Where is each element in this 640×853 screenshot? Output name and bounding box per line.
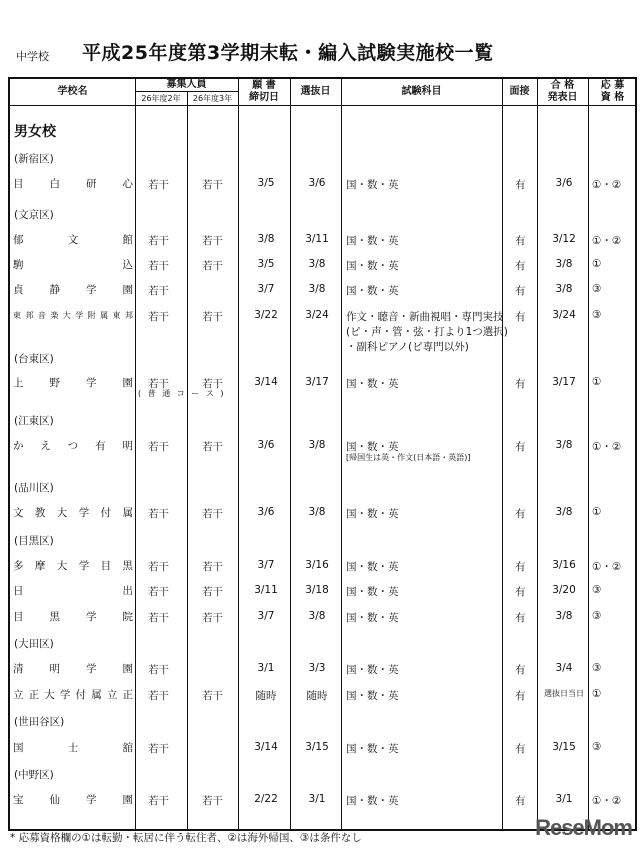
exam-subjects: 国・数・英	[346, 508, 399, 520]
category-coed: 男女校	[14, 124, 56, 140]
result-date: 3/8	[555, 506, 573, 518]
header-deadline-1: 願 書	[252, 80, 276, 91]
recruit-year2: 若干	[148, 690, 169, 702]
application-deadline: 3/1	[257, 662, 275, 674]
exam-subjects: 国・数・英	[346, 586, 399, 598]
table-row	[10, 741, 639, 757]
recruit-year3: 若干	[202, 235, 223, 247]
schools-table	[8, 77, 637, 831]
header-result-1: 合 格	[550, 80, 575, 91]
table-row	[10, 584, 639, 600]
ward-heading: (世田谷区)	[14, 716, 65, 728]
qualification: ①	[592, 258, 602, 270]
recruit-year3: 若干	[202, 260, 223, 272]
qualification: ③	[592, 283, 602, 295]
qualification: ③	[592, 309, 602, 321]
ward-heading: (文京区)	[14, 209, 54, 221]
application-deadline: 3/14	[254, 376, 278, 388]
application-deadline: 3/8	[257, 233, 275, 245]
school-name: 国士舘	[13, 742, 133, 754]
recruit-year3: 若干	[202, 311, 223, 323]
recruit-year3: 若干	[202, 441, 223, 453]
qualification: ①・②	[592, 179, 622, 191]
header-deadline-2: 締切日	[249, 92, 279, 103]
selection-date: 3/8	[308, 283, 326, 295]
footnote: * 応募資格欄の①は転勤・転居に伴う転住者、②は海外帰国、③は条件なし	[10, 832, 362, 844]
result-date: 3/8	[555, 283, 573, 295]
school-name: 立正大学付属立正	[13, 689, 133, 701]
qualification: ①・②	[592, 441, 622, 453]
result-date: 3/1	[555, 793, 573, 805]
exam-subjects-line2: (ピ・声・管・弦・打より1つ選択)	[346, 326, 508, 338]
interview: 有	[515, 179, 526, 191]
result-date: 3/12	[552, 233, 576, 245]
header-recruit: 募集人員	[166, 79, 207, 90]
selection-date: 3/3	[308, 662, 326, 674]
table-row	[10, 439, 639, 462]
recruit-year2: 若干	[148, 612, 169, 624]
selection-date: 3/8	[308, 610, 326, 622]
recruit-year3: 若干	[202, 508, 223, 520]
interview: 有	[515, 235, 526, 247]
recruit-year2: 若干	[148, 179, 169, 191]
recruit-year2: 若干	[148, 743, 169, 755]
ward-heading: (品川区)	[14, 482, 54, 494]
result-date: 3/8	[555, 258, 573, 270]
exam-subjects: 作文・聴音・新曲視唱・専門実技	[346, 311, 504, 323]
school-name: 貞静学園	[13, 284, 133, 296]
table-row	[10, 177, 639, 193]
application-deadline: 3/6	[257, 439, 275, 451]
recruit-year2: 若干	[148, 311, 169, 323]
table-row	[10, 283, 639, 299]
interview: 有	[515, 586, 526, 598]
interview: 有	[515, 795, 526, 807]
recruit-year2: 若干	[148, 561, 169, 573]
recruit-year2: 若干	[148, 235, 169, 247]
qualification: ①	[592, 506, 602, 518]
selection-date: 3/24	[305, 309, 329, 321]
application-deadline: 3/14	[254, 741, 278, 753]
header-qual-1: 応 募	[600, 80, 625, 91]
school-name: 目黒学院	[13, 611, 133, 623]
result-date: 3/16	[552, 559, 576, 571]
exam-subjects: 国・数・英	[346, 743, 399, 755]
exam-subjects: 国・数・英	[346, 690, 399, 702]
school-name: 駒込	[13, 259, 133, 271]
application-deadline: 3/7	[257, 610, 275, 622]
qualification: ③	[592, 610, 602, 622]
interview: 有	[515, 285, 526, 297]
exam-subjects: 国・数・英	[346, 561, 399, 573]
header-selection: 選抜日	[300, 86, 331, 97]
recruit-year3: 若干	[202, 612, 223, 624]
table-row	[10, 506, 639, 522]
application-deadline: 3/7	[257, 283, 275, 295]
qualification: ①・②	[592, 561, 622, 573]
result-date: 選抜日当日	[544, 689, 584, 698]
exam-subjects: 国・数・英	[346, 378, 399, 390]
qualification: ①	[592, 376, 602, 388]
result-date: 3/15	[552, 741, 576, 753]
recruit-year3: 若干	[202, 586, 223, 598]
selection-date: 3/1	[308, 793, 326, 805]
selection-date: 3/11	[305, 233, 329, 245]
school-name: 目白研心	[13, 178, 133, 190]
recruit-year2: 若干	[148, 378, 169, 390]
result-date: 3/4	[555, 662, 573, 674]
header-school: 学校名	[57, 86, 88, 97]
table-row	[10, 662, 639, 678]
recruit-year2: 若干	[148, 285, 169, 297]
ward-heading: (目黒区)	[14, 535, 54, 547]
ward-heading: (大田区)	[14, 638, 54, 650]
table-row	[10, 309, 639, 353]
course-note: ( 普 通 コ ー ス )	[138, 389, 226, 398]
result-date: 3/17	[552, 376, 576, 388]
application-deadline: 3/11	[254, 584, 278, 596]
exam-subjects: 国・数・英	[346, 179, 399, 191]
page-title: 平成25年度第3学期末転・編入試験実施校一覧	[82, 42, 494, 64]
selection-date: 3/8	[308, 506, 326, 518]
selection-date: 3/15	[305, 741, 329, 753]
table-row	[10, 793, 639, 809]
table-row	[10, 559, 639, 575]
selection-date: 3/8	[308, 258, 326, 270]
ward-heading: (江東区)	[14, 415, 54, 427]
ward-heading: (新宿区)	[14, 153, 54, 165]
qualification: ③	[592, 584, 602, 596]
recruit-year2: 若干	[148, 664, 169, 676]
interview: 有	[515, 664, 526, 676]
selection-date: 3/8	[308, 439, 326, 451]
application-deadline: 3/6	[257, 506, 275, 518]
result-date: 3/24	[552, 309, 576, 321]
school-name: 文教大学付属	[13, 507, 133, 519]
selection-date: 随時	[306, 690, 328, 702]
school-name: 清明学園	[13, 663, 133, 675]
interview: 有	[515, 378, 526, 390]
recruit-year2: 若干	[148, 586, 169, 598]
header-interview: 面接	[509, 86, 530, 97]
ward-heading: (中野区)	[14, 769, 54, 781]
table-row	[10, 688, 639, 704]
school-name: 東邦音楽大学附属東邦	[13, 311, 133, 320]
application-deadline: 3/22	[254, 309, 278, 321]
header-subjects: 試験科目	[401, 86, 442, 97]
header-year3: 26年度3年	[192, 94, 233, 103]
school-name: 上野学園	[13, 377, 133, 389]
interview: 有	[515, 561, 526, 573]
qualification: ①・②	[592, 795, 622, 807]
exam-subjects-line3: ・副科ピアノ(ピ専門以外)	[346, 341, 469, 353]
recruit-year2: 若干	[148, 795, 169, 807]
qualification: ③	[592, 741, 602, 753]
exam-subjects: 国・数・英	[346, 260, 399, 272]
exam-subjects: 国・数・英	[346, 285, 399, 297]
interview: 有	[515, 612, 526, 624]
exam-subjects: 国・数・英	[346, 235, 399, 247]
recruit-year2: 若干	[148, 508, 169, 520]
resemom-logo: ReseMom	[535, 815, 632, 840]
interview: 有	[515, 441, 526, 453]
application-deadline: 随時	[255, 690, 277, 702]
result-date: 3/8	[555, 610, 573, 622]
exam-subjects: 国・数・英	[346, 795, 399, 807]
result-date: 3/6	[555, 177, 573, 189]
application-deadline: 3/5	[257, 177, 275, 189]
recruit-year2: 若干	[148, 441, 169, 453]
selection-date: 3/18	[305, 584, 329, 596]
interview: 有	[515, 260, 526, 272]
application-deadline: 3/7	[257, 559, 275, 571]
school-level-label: 中学校	[16, 50, 49, 63]
school-name: 郁文館	[13, 234, 133, 246]
recruit-year3: 若干	[202, 690, 223, 702]
school-name: 日出	[13, 585, 133, 597]
exam-subjects-line2: [帰国生は英・作文(日本語・英語)]	[346, 453, 471, 462]
exam-subjects: 国・数・英	[346, 612, 399, 624]
selection-date: 3/16	[305, 559, 329, 571]
table-row	[10, 610, 639, 626]
header-year2: 26年度2年	[141, 94, 181, 103]
header-result-2: 発表日	[547, 92, 578, 103]
recruit-year2: 若干	[148, 260, 169, 272]
table-row	[10, 233, 639, 249]
recruit-year3: 若干	[202, 795, 223, 807]
result-date: 3/8	[555, 439, 573, 451]
ward-heading: (台東区)	[14, 353, 54, 365]
qualification: ③	[592, 662, 602, 674]
school-name: 多摩大学目黒	[13, 560, 133, 572]
result-date: 3/20	[552, 584, 576, 596]
selection-date: 3/6	[308, 177, 326, 189]
table-row	[10, 376, 639, 398]
interview: 有	[515, 508, 526, 520]
recruit-year3: 若干	[202, 179, 223, 191]
exam-subjects: 国・数・英	[346, 664, 399, 676]
qualification: ①	[592, 688, 602, 700]
recruit-year3: 若干	[202, 561, 223, 573]
interview: 有	[515, 690, 526, 702]
selection-date: 3/17	[305, 376, 329, 388]
interview: 有	[515, 311, 526, 323]
exam-subjects: 国・数・英	[346, 441, 399, 453]
school-name: かえつ有明	[13, 440, 133, 452]
interview: 有	[515, 743, 526, 755]
table-row	[10, 258, 639, 274]
qualification: ①・②	[592, 235, 622, 247]
recruit-year3: 若干	[202, 378, 223, 390]
application-deadline: 2/22	[254, 793, 278, 805]
application-deadline: 3/5	[257, 258, 275, 270]
school-name: 宝仙学園	[13, 794, 133, 806]
header-qual-2: 資 格	[600, 92, 625, 103]
